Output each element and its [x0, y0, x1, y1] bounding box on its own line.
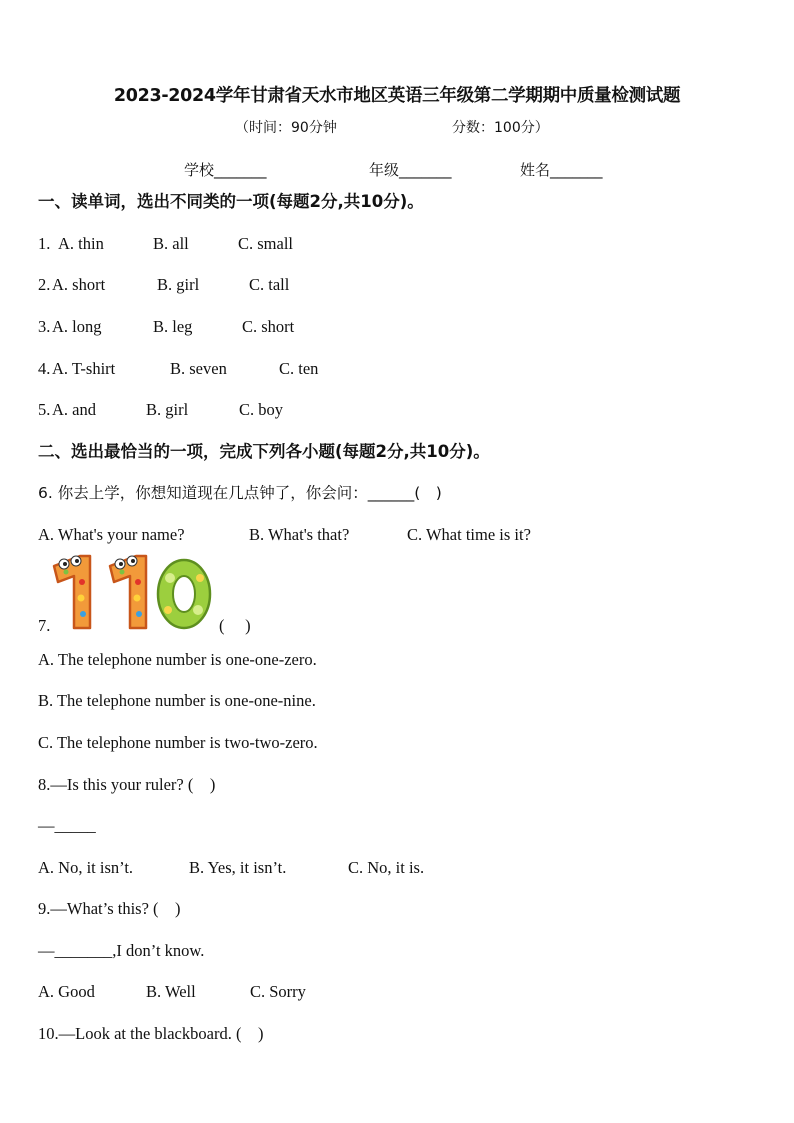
option-c: C. ten [279, 359, 319, 378]
option-a: A. thin [58, 234, 104, 253]
q8-answer-blank: —_____ [38, 816, 96, 835]
option-a: A. short [52, 275, 106, 294]
question-number: 5. [38, 400, 51, 419]
option-c: C. short [242, 317, 295, 336]
section2-heading: 二、选出最恰当的一项，完成下列各小题(每题2分,共10分)。 [38, 442, 490, 461]
option-a: A. and [52, 400, 96, 419]
question-number: 1. [38, 234, 51, 253]
option-b: B. all [153, 234, 189, 253]
school-field: 学校_______ [184, 161, 267, 179]
question-8-stem: 8.—Is this your ruler? ( ) [38, 775, 216, 794]
q7-option-c: C. The telephone number is two-two-zero. [38, 733, 318, 752]
number-110-image [48, 552, 216, 634]
q6-option-c: C. What time is it? [407, 525, 531, 544]
option-b: B. girl [146, 400, 189, 419]
question-number: 2. [38, 275, 51, 294]
option-c: C. boy [239, 400, 284, 419]
exam-score: 分数：100分） [452, 120, 549, 136]
name-field: 姓名_______ [520, 161, 603, 179]
question-number: 3. [38, 317, 51, 336]
exam-time: （时间：90分钟 [235, 120, 337, 136]
question-7-number: 7. [38, 616, 51, 635]
q6-option-a: A. What's your name? [38, 525, 185, 544]
question-10-stem: 10.—Look at the blackboard. ( ) [38, 1024, 264, 1043]
option-c: C. small [238, 234, 294, 253]
option-b: B. seven [170, 359, 227, 378]
q9-option-c: C. Sorry [250, 982, 306, 1001]
question-9-stem: 9.—What’s this? ( ) [38, 899, 181, 918]
question-6-stem: 6. 你去上学，你想知道现在几点钟了，你会问：______( ) [38, 484, 442, 502]
option-b: B. girl [157, 275, 200, 294]
q9-option-b: B. Well [146, 982, 196, 1001]
digit-one-middle [110, 556, 146, 628]
digit-one-left [54, 556, 90, 628]
q7-option-b: B. The telephone number is one-one-nine. [38, 691, 316, 710]
option-a: A. long [52, 317, 102, 336]
section1-heading: 一、读单词，选出不同类的一项(每题2分,共10分)。 [38, 192, 424, 211]
option-b: B. leg [153, 317, 193, 336]
q9-answer-blank: —_______,I don’t know. [38, 941, 205, 960]
q8-option-a: A. No, it isn’t. [38, 858, 134, 877]
q8-option-c: C. No, it is. [348, 858, 425, 877]
question-7-bracket: ( ) [219, 616, 251, 635]
digit-zero [158, 560, 210, 628]
q9-option-a: A. Good [38, 982, 95, 1001]
option-c: C. tall [249, 275, 290, 294]
grade-field: 年级_______ [369, 161, 452, 179]
q6-option-b: B. What's that? [249, 525, 350, 544]
question-number: 4. [38, 359, 51, 378]
option-a: A. T-shirt [52, 359, 116, 378]
q8-option-b: B. Yes, it isn’t. [189, 858, 287, 877]
page-title: 2023-2024学年甘肃省天水市地区英语三年级第二学期期中质量检测试题 [113, 86, 681, 106]
q7-option-a: A. The telephone number is one-one-zero. [38, 650, 317, 669]
